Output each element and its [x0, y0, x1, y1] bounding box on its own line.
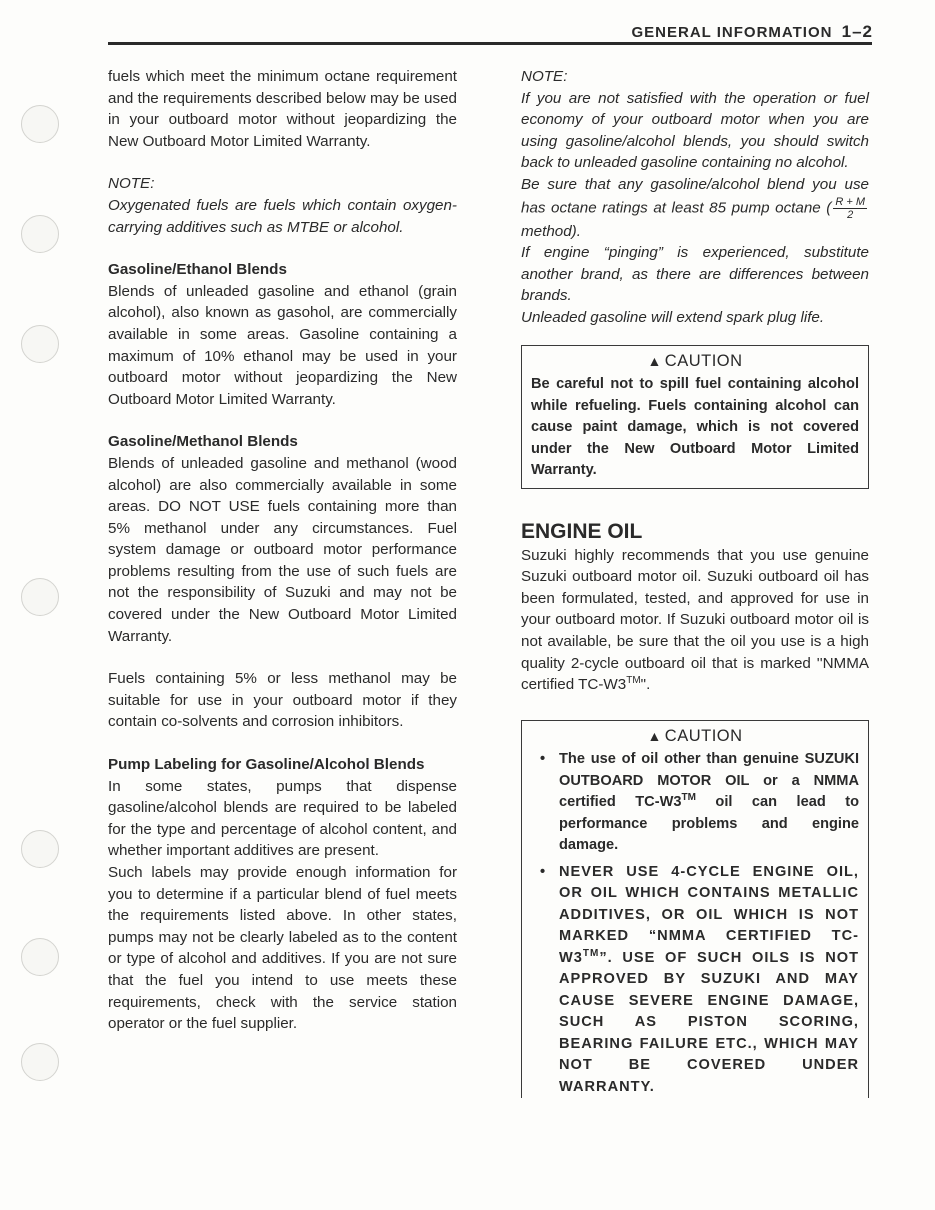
binder-hole: [21, 938, 59, 976]
caution-list: [531, 749, 859, 1098]
pump-heading: Pump Labeling for Gasoline/Alcohol Blends: [108, 756, 425, 774]
note-text: Oxygenated fuels are fuels which contain oxygen-carrying additives such as MTBE or alcohol.: [108, 196, 457, 236]
binder-hole: [21, 1043, 59, 1081]
header-rule: [108, 42, 872, 45]
engine-oil-paragraph: Suzuki highly recommends that you use genuine Suzuki outboard motor oil. Suzuki outboard oil has been formulated, tested, and approved for use in your outboard motor. If Suzuki outboard motor oil is not available, be sure that the oil you use is a high quality 2-cycle outboard oil that is marked ''NMMA certified TC-W3™".: [521, 546, 869, 694]
binder-hole: [21, 105, 59, 143]
methanol-paragraph-2: Fuels containing 5% or less methanol may be suitable for use in your outboard motor if they contain co-solvents and corrosion inhibitors.: [108, 670, 457, 731]
binder-hole: [21, 215, 59, 253]
engine-oil-heading: ENGINE OIL: [521, 519, 643, 543]
pump-paragraph: In some states, pumps that dispense gasoline/alcohol blends are required to be labeled for the type and percentage of alcohol content, and whether important additives are present.: [108, 777, 457, 860]
section-title: GENERAL INFORMATION: [631, 24, 833, 41]
page-header: [632, 22, 874, 42]
right-column: [521, 66, 869, 1098]
page-number: 1–2: [841, 22, 873, 41]
ethanol-heading: Gasoline/Ethanol Blends: [108, 261, 287, 279]
warning-triangle-icon: ▲: [647, 727, 662, 744]
methanol-paragraph: Blends of unleaded gasoline and methanol (wood alcohol) are also commercially available in some areas. DO NOT USE fuels containing more than 5% methanol under any circumstances. Fuel system damage or outboard motor performance problems resulting from the use of such fuels are not the responsibility of Suzuki and may not be covered under the New Outboard Motor Limited Warranty.: [108, 454, 457, 645]
left-column: [108, 66, 457, 1035]
caution-box-fuel: [521, 345, 869, 489]
binder-hole: [21, 830, 59, 868]
note-label: NOTE:: [108, 175, 155, 193]
pump-paragraph-2: Such labels may provide enough information for you to determine if a particular blend of fuel meets the requirements listed above. In other states, pumps may not be clearly labeled as to the content or type of alcohol and additives. If you are not sure that the fuel you intend to use meets these requirements, check with the service station operator or the fuel supplier.: [108, 864, 457, 1033]
caution-box-oil: [521, 720, 869, 1099]
intro-paragraph: fuels which meet the minimum octane requirement and the requirements described below may be used in your outboard motor without jeopardizing the New Outboard Motor Limited Warranty.: [108, 68, 457, 150]
binder-hole: [21, 325, 59, 363]
note-paragraph: Unleaded gasoline will extend spark plug life.: [521, 308, 825, 326]
note-paragraph: If you are not satisfied with the operation or fuel economy of your outboard motor when you are using gasoline/alcohol blends, you should switch back to unleaded gasoline containing no alcohol.: [521, 89, 869, 172]
note-paragraph: If engine “pinging” is experienced, substitute another brand, as there are differences between brands.: [521, 244, 869, 305]
binder-hole: [21, 578, 59, 616]
caution-bullet: • The use of oil other than genuine SUZUKI OUTBOARD MOTOR OIL or a NMMA certified TC-W3™ oil can lead to performance problems and engine damage.: [531, 749, 859, 857]
methanol-heading: Gasoline/Methanol Blends: [108, 433, 298, 451]
ethanol-paragraph: Blends of unleaded gasoline and ethanol (grain alcohol), also known as gasohol, are commercially available in some areas. Gasoline containing a maximum of 10% ethanol may be used in your outboard motor without jeopardizing the New Outboard Motor Limited Warranty.: [108, 282, 457, 408]
note-label: NOTE:: [521, 68, 568, 85]
caution-text: Be careful not to spill fuel containing alcohol while refueling. Fuels containing alcohol can cause paint damage, which is not covered under the New Outboard Motor Limited Warranty.: [531, 376, 859, 479]
caution-title: ▲ CAUTION: [647, 726, 743, 745]
warning-triangle-icon: ▲: [647, 352, 662, 369]
caution-title: ▲ CAUTION: [647, 351, 743, 370]
octane-fraction: $\frac{R + M}{2}$: [835, 195, 865, 221]
note-paragraph: Be sure that any gasoline/alcohol blend you use has octane ratings at least 85 pump octane ( $\frac{R + M}{2}$ method).: [521, 175, 869, 240]
caution-bullet: • NEVER USE 4-CYCLE ENGINE OIL, OR OIL WHICH CONTAINS METALLIC ADDITIVES, OR OIL WHICH IS NOT MARKED “NMMA CERTIFIED TC-W3™”. USE OF SUCH OILS IS NOT APPROVED BY SUZUKI AND MAY CAUSE SEVERE ENGINE DAMAGE, SUCH AS PISTON SCORING, BEARING FAILURE ETC., WHICH MAY NOT BE COVERED UNDER WARRANTY.: [531, 862, 859, 1099]
